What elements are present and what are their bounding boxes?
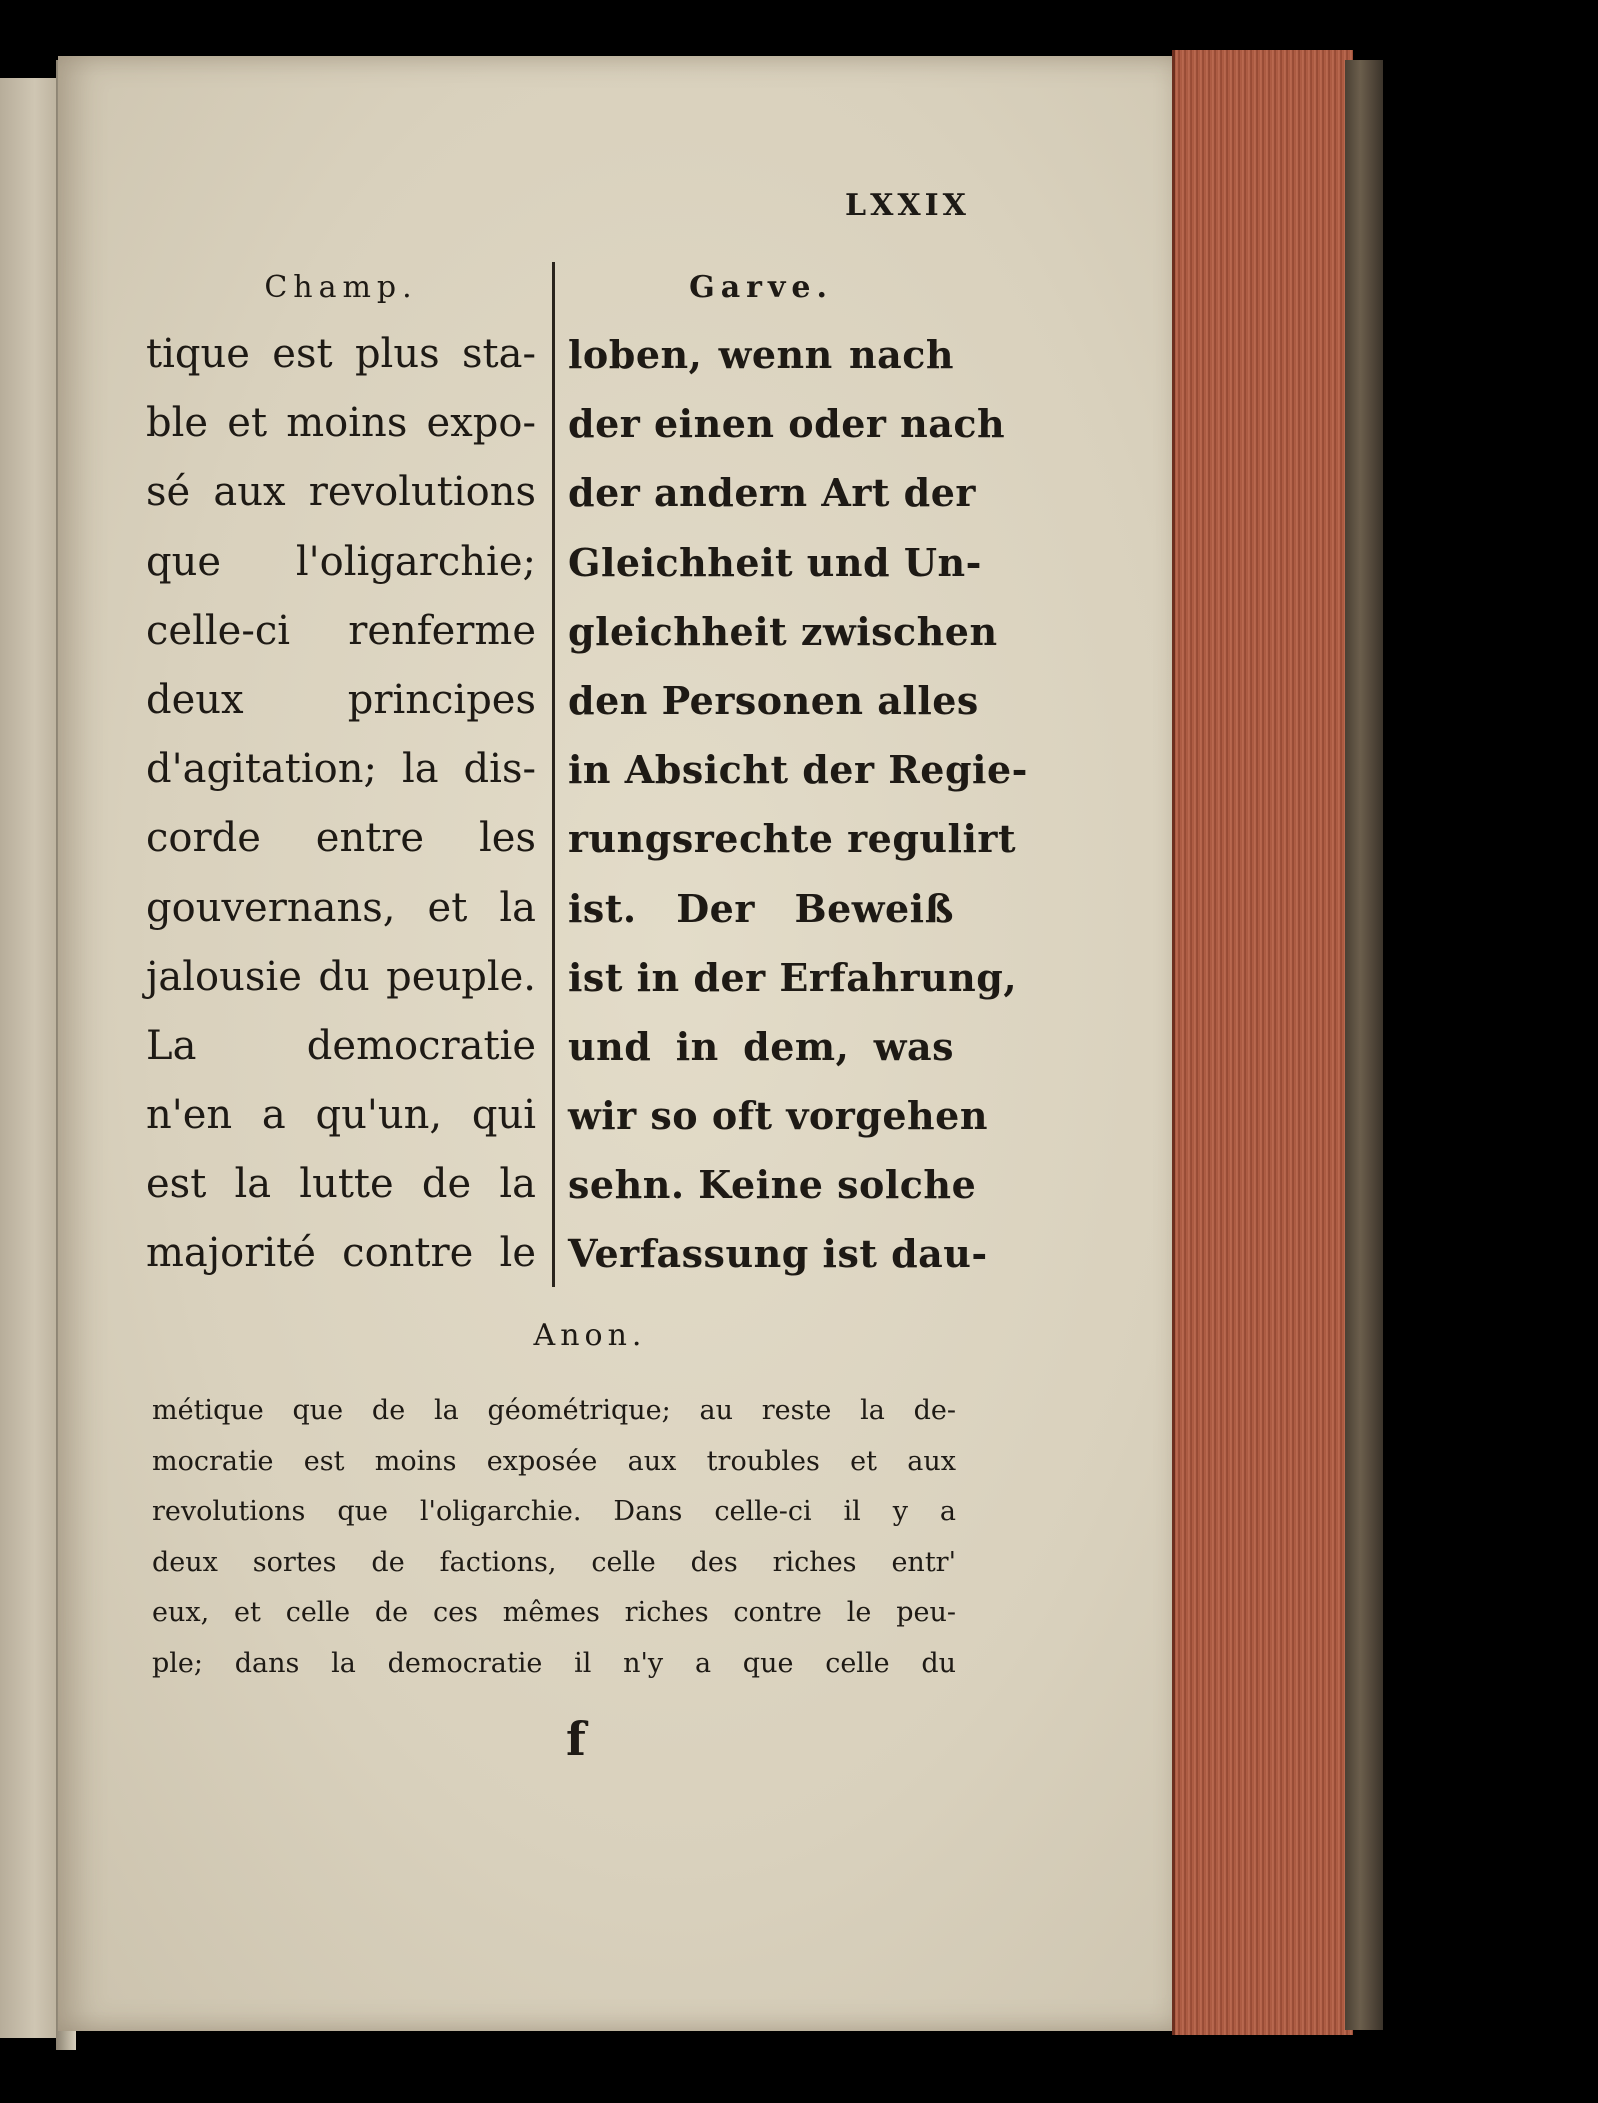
text-line: Verfassung ist dau-: [568, 1231, 988, 1277]
bottom-section-heading: Anon.: [533, 1318, 647, 1353]
text-line: mocratie est moins exposée aux troubles et aux: [152, 1445, 956, 1477]
text-line: wir so oft vorgehen: [568, 1093, 988, 1139]
text-line: ple; dans la democratie il n'y a que celle du: [152, 1647, 956, 1679]
signature-mark: f: [566, 1712, 586, 1766]
text-line: majorité contre le: [146, 1230, 536, 1277]
text-line: métique que de la géométrique; au reste la de-: [152, 1395, 956, 1426]
text-line: est la lutte de la: [146, 1161, 536, 1208]
column-divider: [552, 262, 555, 1287]
book-cover-edge: [1345, 60, 1383, 2030]
text-line: ble et moins expo-: [146, 400, 536, 447]
right-column-garve: [568, 268, 1028, 1289]
text-line: celle-ci renferme: [146, 607, 536, 654]
text-line: jalousie du peuple.: [146, 953, 536, 1000]
right-column-text: [568, 320, 1028, 1289]
text-line: den Personen alles: [568, 677, 979, 723]
text-line: La democratie: [146, 1022, 536, 1069]
text-line: n'en a qu'un, qui: [146, 1092, 536, 1139]
text-line: revolutions que l'oligarchie. Dans celle-ci il y a: [152, 1496, 956, 1527]
text-line: gouvernans, et la: [146, 884, 536, 931]
facing-page-edge: [0, 78, 60, 2038]
text-line: in Absicht der Regie-: [568, 747, 1028, 793]
right-column-heading: Garve.: [689, 270, 833, 305]
text-line: loben, wenn nach: [568, 332, 954, 377]
left-column-text: [146, 320, 536, 1289]
text-line: d'agitation; la dis-: [146, 746, 536, 793]
bottom-section-text: [152, 1386, 956, 1689]
text-line: gleichheit zwischen: [568, 608, 998, 654]
text-line: deux principes: [146, 676, 536, 723]
text-line: rungsrechte regulirt: [568, 816, 1017, 862]
text-line: ist. Der Beweiß: [568, 885, 954, 931]
text-line: sé aux revolutions: [146, 469, 536, 516]
text-line: der einen oder nach: [568, 401, 1006, 447]
text-line: sehn. Keine solche: [568, 1162, 977, 1208]
left-column-heading: Champ.: [264, 270, 418, 305]
left-column-champ: [146, 268, 536, 1289]
text-line: der andern Art der: [568, 470, 976, 516]
text-line: que l'oligarchie;: [146, 538, 536, 585]
text-line: corde entre les: [146, 815, 536, 862]
text-line: Gleichheit und Un-: [568, 539, 982, 585]
page-number: LXXIX: [845, 188, 970, 223]
text-line: tique est plus sta-: [146, 331, 536, 377]
page-block-edges: [1172, 50, 1353, 2035]
text-line: eux, et celle de ces mêmes riches contre le peu-: [152, 1597, 956, 1628]
text-line: und in dem, was: [568, 1023, 954, 1069]
text-line: deux sortes de factions, celle des riches entr': [152, 1546, 956, 1578]
text-line: ist in der Erfahrung,: [568, 954, 1018, 1000]
